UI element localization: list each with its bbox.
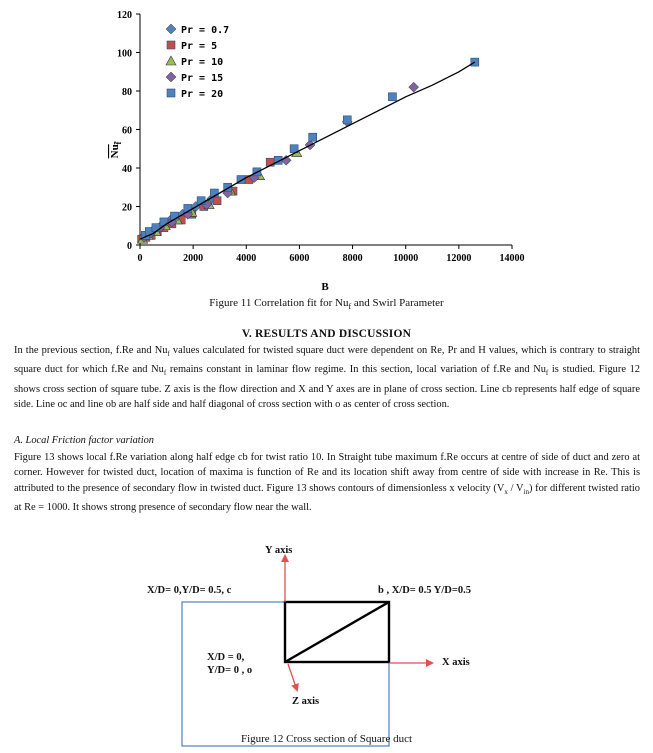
- legend-marker: [167, 89, 175, 97]
- x-axis-label-diagram: X axis: [442, 657, 470, 668]
- y-tick-label: 20: [122, 202, 132, 214]
- x-tick-label: 2000: [183, 253, 204, 264]
- x-tick-label: 14000: [499, 253, 525, 264]
- legend-label: Pr = 15: [181, 73, 224, 84]
- point-c-label: X/D= 0,Y/D= 0.5, c: [147, 585, 232, 596]
- legend-marker: [166, 72, 176, 82]
- figure-11-caption: Figure 11 Correlation fit for $Nu_f$ and Swirl Parameter: [209, 297, 444, 312]
- correlation-chart: [0, 0, 653, 300]
- diagonal-ob: [285, 602, 389, 662]
- data-point: [213, 197, 221, 205]
- paragraph-1: In the previous section, f.Re and $Nu_f$ values calculated for twisted square duct were dependent on Re, Pr and H values, which is contrary to straight square duct for which f.Re and $Nu_f$ remains constant in laminar flow regime. In this section, local variation of f.Re and $Nu_f$ is studied. Figure 12 shows cross section of square tube. Z axis is the flow direction and X and Y axes are in plane of cross section. Line cb represents half edge of square side. Line oc and line ob are half side and half diagonal of cross section with o as center of cross section.: [14, 345, 641, 411]
- svg-text:Nuf: $Nu_f$: [109, 141, 123, 159]
- subheading-local-friction: A. Local Friction factor variation: [14, 435, 154, 446]
- data-point: [409, 82, 419, 92]
- chart-ticks: [117, 10, 525, 264]
- x-tick-label: 6000: [289, 253, 310, 264]
- point-o-label: X/D = 0, Y/D= 0 , o: [207, 652, 253, 676]
- legend-label: Pr = 0.7: [181, 25, 230, 36]
- x-tick-label: 10000: [393, 253, 419, 264]
- legend-label: Pr = 20: [181, 89, 224, 100]
- figure-12-caption: Figure 12 Cross section of Square duct: [240, 733, 413, 745]
- z-axis-arrow: [288, 664, 297, 690]
- x-tick-label: 12000: [446, 253, 472, 264]
- data-point: [388, 93, 396, 101]
- data-point: [343, 116, 351, 124]
- data-point: [309, 133, 317, 141]
- legend-label: Pr = 10: [181, 57, 224, 68]
- x-tick-label: 0: [137, 253, 143, 264]
- legend-marker: [167, 41, 175, 49]
- y-tick-label: 80: [122, 87, 132, 98]
- point-b-label: b , X/D= 0.5 Y/D=0.5: [378, 585, 471, 596]
- chart-points: [138, 58, 479, 243]
- z-axis-label-diagram: Z axis: [292, 696, 320, 707]
- cross-section-diagram: [0, 540, 653, 753]
- data-point: [152, 224, 160, 232]
- y-tick-label: 100: [117, 48, 132, 60]
- y-tick-label: 120: [117, 10, 132, 21]
- paragraph-2: Figure 13 shows local f.Re variation along half edge cb for twist ratio 10. In Straight tube maximum f.Re occurs at centre of side of duct and zero at corner. However for twisted duct, location of maxima is function of Re and its location shift away from centre of side with increase in Re. This is attributed to the presence of secondary flow in twisted duct. Figure 13 shows contours of dimensionless x velocity $(V_x / V_{in})$ for different twisted ratio at Re = 1000. It shows strong presence of secondary flow near the wall.: [14, 452, 640, 514]
- legend-marker: [166, 56, 176, 65]
- x-axis-label: B: [321, 281, 329, 293]
- chart-legend: [166, 24, 229, 100]
- y-axis-label: [109, 141, 123, 158]
- legend-label: Pr = 5: [181, 41, 218, 52]
- y-tick-label: 40: [122, 164, 132, 175]
- legend-marker: [166, 24, 176, 34]
- section-heading: V. RESULTS AND DISCUSSION: [241, 328, 412, 340]
- x-tick-label: 8000: [342, 253, 363, 264]
- y-tick-label: 60: [122, 125, 132, 137]
- data-point: [160, 218, 168, 226]
- x-tick-label: 4000: [236, 253, 257, 264]
- y-axis-label-diagram: Y axis: [265, 545, 293, 556]
- y-tick-label: 0: [127, 241, 132, 252]
